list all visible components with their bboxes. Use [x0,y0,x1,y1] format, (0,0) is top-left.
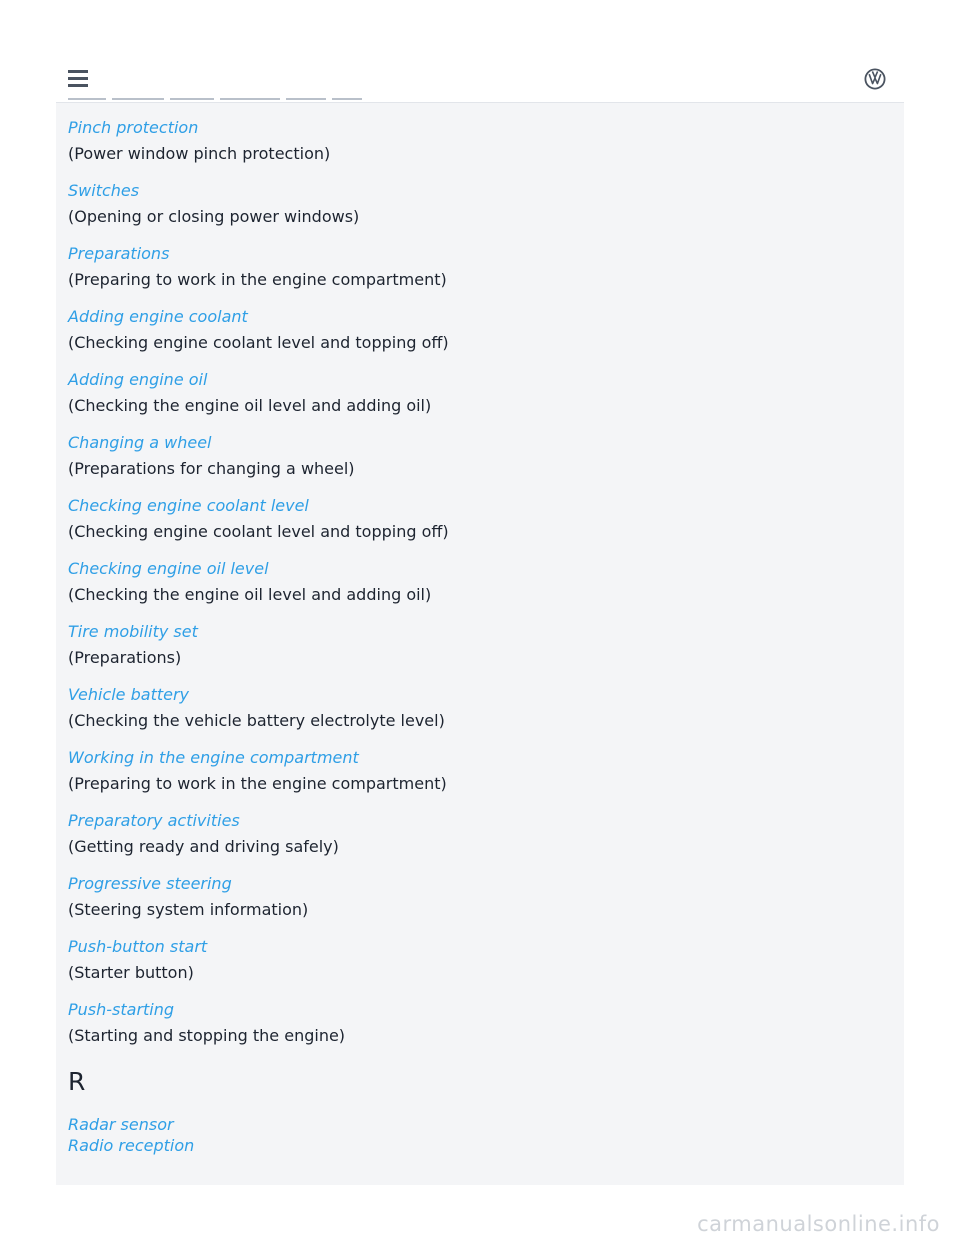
index-entry-description: (Checking the vehicle battery electrolyte level) [68,711,445,730]
clipped-previous-line [68,98,368,101]
index-entry-link[interactable]: Checking engine oil level [68,559,269,578]
index-entry-link[interactable]: Push-starting [68,1000,175,1019]
index-entry-link[interactable]: Adding engine coolant [68,307,248,326]
index-entry-description: (Checking the engine oil level and adding oil) [68,585,432,604]
index-entry-link[interactable]: Radar sensor [68,1115,174,1134]
index-entry-link[interactable]: Progressive steering [68,874,232,893]
index-entry [68,116,888,179]
index-entry-description: (Checking engine coolant level and topping off) [68,522,449,541]
watermark: carmanualsonline.info [697,1212,940,1236]
index-entry-link[interactable]: Adding engine oil [68,370,208,389]
index-entry-description: (Checking engine coolant level and topping off) [68,333,449,352]
index-entry [68,746,888,809]
index-entry-description: (Getting ready and driving safely) [68,837,339,856]
index-entry [68,935,888,998]
index-entry-description: (Power window pinch protection) [68,144,331,163]
index-entry [68,809,888,872]
index-entry-link[interactable]: Checking engine coolant level [68,496,309,515]
index-entry [68,872,888,935]
top-bar [56,58,904,103]
hamburger-menu-icon[interactable] [68,70,88,88]
index-entry-description: (Preparing to work in the engine compartment) [68,270,447,289]
index-entry-link[interactable]: Vehicle battery [68,685,190,704]
index-entry-link[interactable]: Pinch protection [68,118,199,137]
index-entry [68,242,888,305]
index-entry-link[interactable]: Changing a wheel [68,433,212,452]
index-entry-description: (Starting and stopping the engine) [68,1026,346,1045]
index-entry-link[interactable]: Radio reception [68,1136,195,1155]
index-entry [68,368,888,431]
index-entry [68,557,888,620]
index-entry-link[interactable]: Preparations [68,244,170,263]
index-entry [68,998,888,1061]
index-entry-description: (Checking the engine oil level and adding oil) [68,396,432,415]
index-entry-description: (Preparations for changing a wheel) [68,459,355,478]
index-entry-description: (Preparations) [68,648,182,667]
index-entry-description: (Steering system information) [68,900,309,919]
manual-page [56,58,904,1185]
vw-logo-icon[interactable] [864,68,886,90]
index-entry-link[interactable]: Working in the engine compartment [68,748,359,767]
index-entry-link[interactable]: Push-button start [68,937,208,956]
section-letter: R [68,1067,86,1096]
index-entry-link[interactable]: Switches [68,181,140,200]
index-entry [68,494,888,557]
index-list [68,116,888,1156]
index-entry-description: (Starter button) [68,963,194,982]
index-entry [68,683,888,746]
index-entry [68,620,888,683]
index-entry-link[interactable]: Tire mobility set [68,622,198,641]
index-entry [68,431,888,494]
index-entry [68,179,888,242]
index-entry [68,305,888,368]
index-entry-link[interactable]: Preparatory activities [68,811,240,830]
index-entry-description: (Opening or closing power windows) [68,207,360,226]
index-entry-description: (Preparing to work in the engine compartment) [68,774,447,793]
